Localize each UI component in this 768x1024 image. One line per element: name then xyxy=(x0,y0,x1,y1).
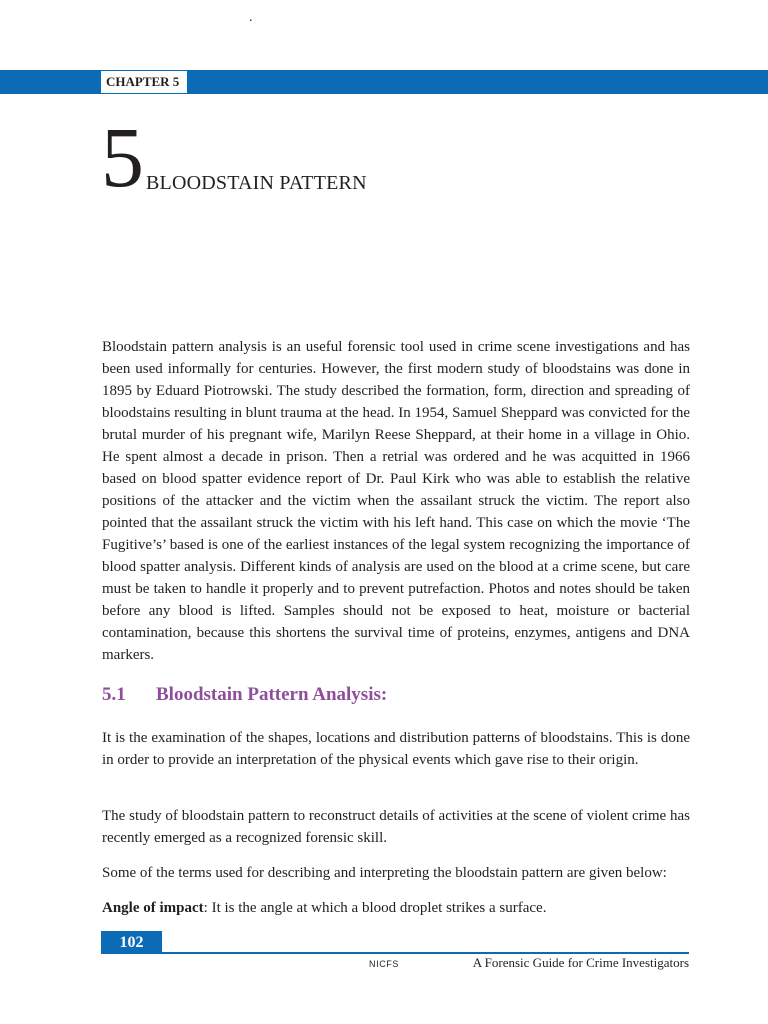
page-number: 102 xyxy=(101,931,162,954)
stray-mark: . xyxy=(249,10,253,25)
chapter-numeral: 5 xyxy=(101,109,144,205)
section-heading xyxy=(102,683,387,707)
chapter-title: BLOODSTAIN PATTERN xyxy=(146,172,367,194)
definition-paragraph: It is the examination of the shapes, locations and distribution patterns of bloodstains. This is done in order to provide an interpretation of the physical events which gave rise to their origin. xyxy=(102,730,690,768)
term-angle-of-impact xyxy=(102,897,690,919)
study-paragraph: The study of bloodstain pattern to reconstruct details of activities at the scene of violent crime has recently emerged as a recognized forensic skill. xyxy=(102,808,690,846)
footer-book-title: A Forensic Guide for Crime Investigators xyxy=(472,955,689,970)
section-number: 5.1 xyxy=(102,684,126,705)
term-definition: : It is the angle at which a blood droplet strikes a surface. xyxy=(203,900,547,916)
chapter-label: CHAPTER 5 xyxy=(101,71,187,93)
footer-divider xyxy=(101,952,689,954)
term-label: Angle of impact xyxy=(102,900,204,916)
intro-paragraph: Bloodstain pattern analysis is an useful forensic tool used in crime scene investigations and has been used informally for centuries. However, the first modern study of bloodstains was done in 1895 by Eduard Piotrowski. The study described the formation, form, direction and spreading of bloodstains resulting in blunt trauma at the head. In 1954, Samuel Sheppard was convicted for the brutal murder of his pregnant wife, Marilyn Reese Sheppard, at their home in a village in Ohio. He spent almost a decade in prison. Then a retrial was ordered and he was acquitted in 1966 based on blood spatter evidence report of Dr. Paul Kirk who was able to establish the relative positions of the attacker and the victim when the assailant struck the victim. The report also pointed that the assailant struck the victim with his left hand. This case on which the movie ‘The Fugitive’s’ based is one of the earliest instances of the legal system recognizing the importance of blood spatter analysis. Different kinds of analysis are used on the blood at a crime scene, but care must be taken to handle it properly and to prevent putrefaction. Photos and notes should be taken before any blood is lifted. Samples should not be exposed to heat, moisture or bacterial contamination, because this shortens the survival time of proteins, enzymes, antigens and DNA markers. xyxy=(102,339,690,663)
footer-organization: NICFS xyxy=(369,959,399,969)
section-title: Bloodstain Pattern Analysis: xyxy=(156,684,388,705)
terms-intro-paragraph: Some of the terms used for describing and interpreting the bloodstain pattern are given below: xyxy=(102,865,667,881)
